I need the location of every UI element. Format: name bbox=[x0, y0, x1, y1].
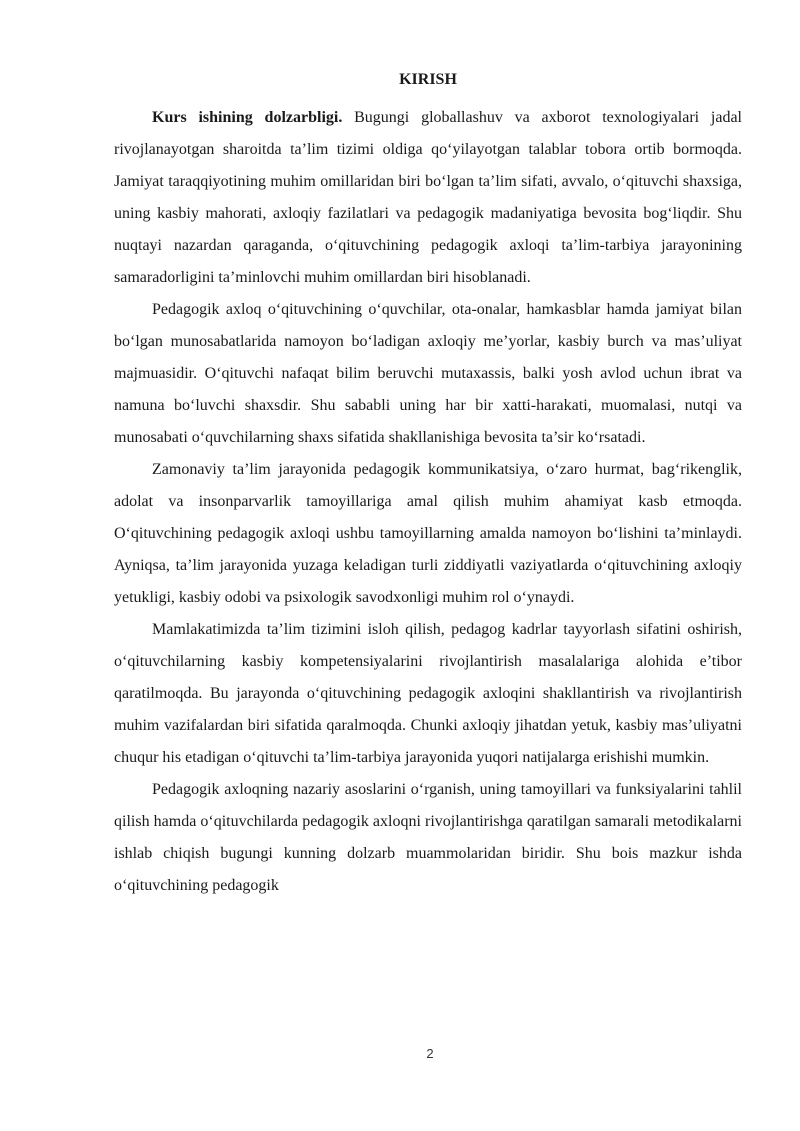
intro-lead: Kurs ishining dolzarbligi. bbox=[152, 109, 343, 126]
paragraph-4: Mamlakatimizda ta’lim tizimini isloh qilish, pedagog kadrlar tayyorlash sifatini oshirish, o‘qituvchilarning kasbiy kompetensiyalarini rivojlantirish masalalariga alohida e’tibor qaratilmoqda. Bu jarayonda o‘qituvchining pedagogik axloqini shakllantirish va rivojlantirish muhim vazifalardan biri sifatida qaralmoqda. Chunki axloqiy jihatdan yetuk, kasbiy mas’uliyatni chuqur his etadigan o‘qituvchi ta’lim-tarbiya jarayonida yuqori natijalarga erishishi mumkin. bbox=[114, 621, 742, 766]
paragraph-1-text: Bugungi globallashuv va axborot texnologiyalari jadal rivojlanayotgan sharoitda ta’lim tizimi oldiga qo‘yilayotgan talablar tobora ortib bormoqda. Jamiyat taraqqiyotining muhim omillaridan biri bo‘lgan ta’lim sifati, avvalo, o‘qituvchi shaxsiga, uning kasbiy mahorati, axloqiy fazilatlari va pedagogik madaniyatiga bevosita bog‘liqdir. Shu nuqtayi nazardan qaraganda, o‘qituvchining pedagogik axloqi ta’lim-tarbiya jarayonining samaradorligini ta’minlovchi muhim omillardan biri hisoblanadi. bbox=[114, 109, 742, 286]
paragraph-3: Zamonaviy ta’lim jarayonida pedagogik kommunikatsiya, o‘zaro hurmat, bag‘rikenglik, adolat va insonparvarlik tamoyillariga amal qilish muhim ahamiyat kasb etmoqda. O‘qituvchining pedagogik axloqi ushbu tamoyillarning amalda namoyon bo‘lishini ta’minlaydi. Ayniqsa, ta’lim jarayonida yuzaga keladigan turli ziddiyatli vaziyatlarda o‘qituvchining axloqiy yetukligi, kasbiy odobi va psixologik savodxonligi muhim rol o‘ynaydi. bbox=[114, 461, 742, 606]
paragraph-5: Pedagogik axloqning nazariy asoslarini o‘rganish, uning tamoyillari va funksiyalarini tahlil qilish hamda o‘qituvchilarda pedagogik axloqni rivojlantirishga qaratilgan samarali metodikalarni ishlab chiqish bugungi kunning dolzarb muammolaridan biridir. Shu bois mazkur ishda o‘qituvchining pedagogik bbox=[114, 781, 742, 894]
paragraph-1 bbox=[114, 102, 742, 294]
page-number: 2 bbox=[426, 1046, 434, 1061]
paragraph-2: Pedagogik axloq o‘qituvchining o‘quvchilar, ota-onalar, hamkasblar hamda jamiyat bilan bo‘lgan munosabatlarida namoyon bo‘ladigan axloqiy me’yorlar, kasbiy burch va mas’uliyat majmuasidir. O‘qituvchi nafaqat bilim beruvchi mutaxassis, balki yosh avlod uchun ibrat va namuna bo‘luvchi shaxsdir. Shu sababli uning har bir xatti-harakati, muomalasi, nutqi va munosabati o‘quvchilarning shaxs sifatida shakllanishiga bevosita ta’sir ko‘rsatadi. bbox=[114, 301, 742, 446]
document-page bbox=[114, 70, 742, 902]
document-title: KIRISH bbox=[399, 71, 457, 88]
